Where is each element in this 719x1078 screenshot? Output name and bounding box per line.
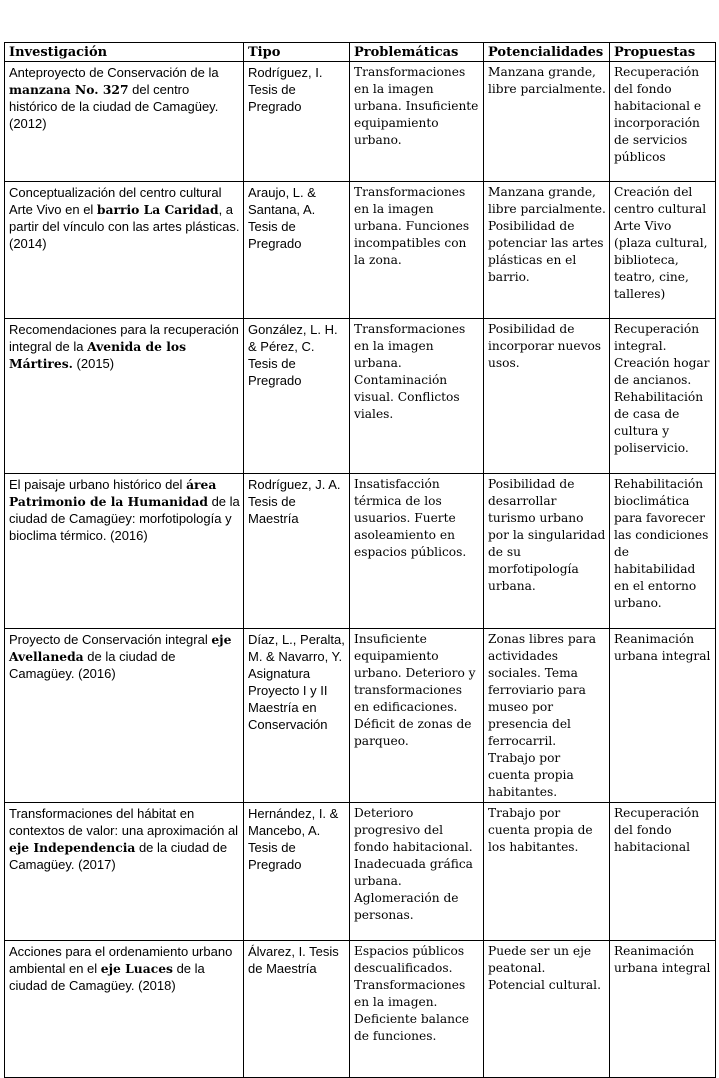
investigacion-text: Recomendaciones para la recuperación integral de la (9, 322, 239, 354)
tipo-cell: González, L. H. & Pérez, C. Tesis de Pregrado (244, 319, 350, 474)
investigacion-cell (5, 62, 244, 182)
investigacion-cell (5, 941, 244, 1078)
investigacion-text: , a partir del vínculo con las artes plásticas. (2014) (9, 202, 240, 251)
investigacion-text: (2015) (72, 356, 115, 371)
header-row (5, 43, 716, 62)
problematicas-cell: Transformaciones en la imagen urbana. Funciones incompatibles con la zona. (350, 182, 484, 319)
propuestas-cell: Recuperación del fondo habitacional e incorporación de servicios públicos (610, 62, 716, 182)
table-row (5, 62, 716, 182)
tipo-cell: Rodríguez, I. Tesis de Pregrado (244, 62, 350, 182)
investigacion-text: Acciones para el ordenamiento urbano ambiental en el (9, 944, 233, 976)
investigacion-bold-text: eje Luaces (100, 961, 173, 976)
table-row (5, 182, 716, 319)
investigacion-text: Anteproyecto de Conservación de la (9, 65, 219, 80)
problematicas-cell: Deterioro progresivo del fondo habitacional. Inadecuada gráfica urbana. Aglomeración de personas. (350, 803, 484, 941)
header-potencialidades: Potencialidades (484, 43, 610, 62)
header-problematicas: Problemáticas (350, 43, 484, 62)
investigacion-text: Proyecto de Conservación integral (9, 632, 212, 647)
propuestas-cell: Recuperación del fondo habitacional (610, 803, 716, 941)
research-table (4, 42, 716, 1078)
potencialidades-cell: Zonas libres para actividades sociales. Tema ferroviario para museo por presencia del ferrocarril. Trabajo por cuenta propia habitantes. (484, 629, 610, 803)
investigacion-cell (5, 319, 244, 474)
investigacion-bold-text: área Patrimonio de la Humanidad (9, 477, 217, 509)
problematicas-cell: Transformaciones en la imagen urbana. Contaminación visual. Conflictos viales. (350, 319, 484, 474)
propuestas-cell: Reanimación urbana integral (610, 629, 716, 803)
problematicas-cell: Transformaciones en la imagen urbana. Insuficiente equipamiento urbano. (350, 62, 484, 182)
table-row (5, 803, 716, 941)
investigacion-text: de la ciudad de Camagüey: morfotipología y bioclima térmico. (2016) (9, 494, 240, 543)
potencialidades-cell: Posibilidad de desarrollar turismo urbano por la singularidad de su morfotipología urbana. (484, 474, 610, 629)
tipo-cell: Díaz, L., Peralta, M. & Navarro, Y. Asignatura Proyecto I y II Maestría en Conservación (244, 629, 350, 803)
header-tipo: Tipo (244, 43, 350, 62)
table-row (5, 474, 716, 629)
problematicas-cell: Espacios públicos descualificados. Transformaciones en la imagen. Deficiente balance de funciones. (350, 941, 484, 1078)
propuestas-cell: Reanimación urbana integral (610, 941, 716, 1078)
investigacion-bold-text: manzana No. 327 (9, 82, 129, 97)
investigacion-text: de la ciudad de Camagüey. (2017) (9, 840, 228, 872)
potencialidades-cell: Manzana grande, libre parcialmente. Posibilidad de potenciar las artes plásticas en el barrio. (484, 182, 610, 319)
investigacion-cell (5, 182, 244, 319)
propuestas-cell: Rehabilitación bioclimática para favorecer las condiciones de habitabilidad en el entorno urbano. (610, 474, 716, 629)
investigacion-bold-text: eje Avellaneda (9, 632, 232, 664)
tipo-cell: Araujo, L. & Santana, A. Tesis de Pregrado (244, 182, 350, 319)
header-propuestas: Propuestas (610, 43, 716, 62)
investigacion-text: del centro histórico de la ciudad de Camagüey. (2012) (9, 82, 219, 131)
investigacion-cell (5, 474, 244, 629)
potencialidades-cell: Manzana grande, libre parcialmente. (484, 62, 610, 182)
tipo-cell: Rodríguez, J. A. Tesis de Maestría (244, 474, 350, 629)
tipo-cell: Hernández, I. & Mancebo, A. Tesis de Pregrado (244, 803, 350, 941)
tipo-cell: Álvarez, I. Tesis de Maestría (244, 941, 350, 1078)
propuestas-cell: Recuperación integral. Creación hogar de ancianos. Rehabilitación de casa de cultura y poliservicio. (610, 319, 716, 474)
investigacion-text: Conceptualización del centro cultural Arte Vivo en el (9, 185, 222, 217)
table-row (5, 319, 716, 474)
investigacion-cell (5, 803, 244, 941)
investigacion-bold-text: barrio La Caridad (96, 202, 219, 217)
problematicas-cell: Insatisfacción térmica de los usuarios. Fuerte asoleamiento en espacios públicos. (350, 474, 484, 629)
investigacion-cell (5, 629, 244, 803)
investigacion-text: El paisaje urbano histórico del (9, 477, 187, 492)
table-row (5, 629, 716, 803)
investigacion-text: de la ciudad de Camagüey. (2018) (9, 961, 205, 993)
potencialidades-cell: Puede ser un eje peatonal. Potencial cultural. (484, 941, 610, 1078)
problematicas-cell: Insuficiente equipamiento urbano. Deterioro y transformaciones en edificaciones. Déficit de zonas de parqueo. (350, 629, 484, 803)
investigacion-text: de la ciudad de Camagüey. (2016) (9, 649, 176, 681)
investigacion-bold-text: eje Independencia (9, 840, 136, 855)
table-row (5, 941, 716, 1078)
potencialidades-cell: Trabajo por cuenta propia de los habitantes. (484, 803, 610, 941)
investigacion-bold-text: Avenida de los Mártires. (9, 339, 187, 371)
investigacion-text: Transformaciones del hábitat en contextos de valor: una aproximación al (9, 806, 239, 838)
potencialidades-cell: Posibilidad de incorporar nuevos usos. (484, 319, 610, 474)
propuestas-cell: Creación del centro cultural Arte Vivo (plaza cultural, biblioteca, teatro, cine, talleres) (610, 182, 716, 319)
header-investigacion: Investigación (5, 43, 244, 62)
